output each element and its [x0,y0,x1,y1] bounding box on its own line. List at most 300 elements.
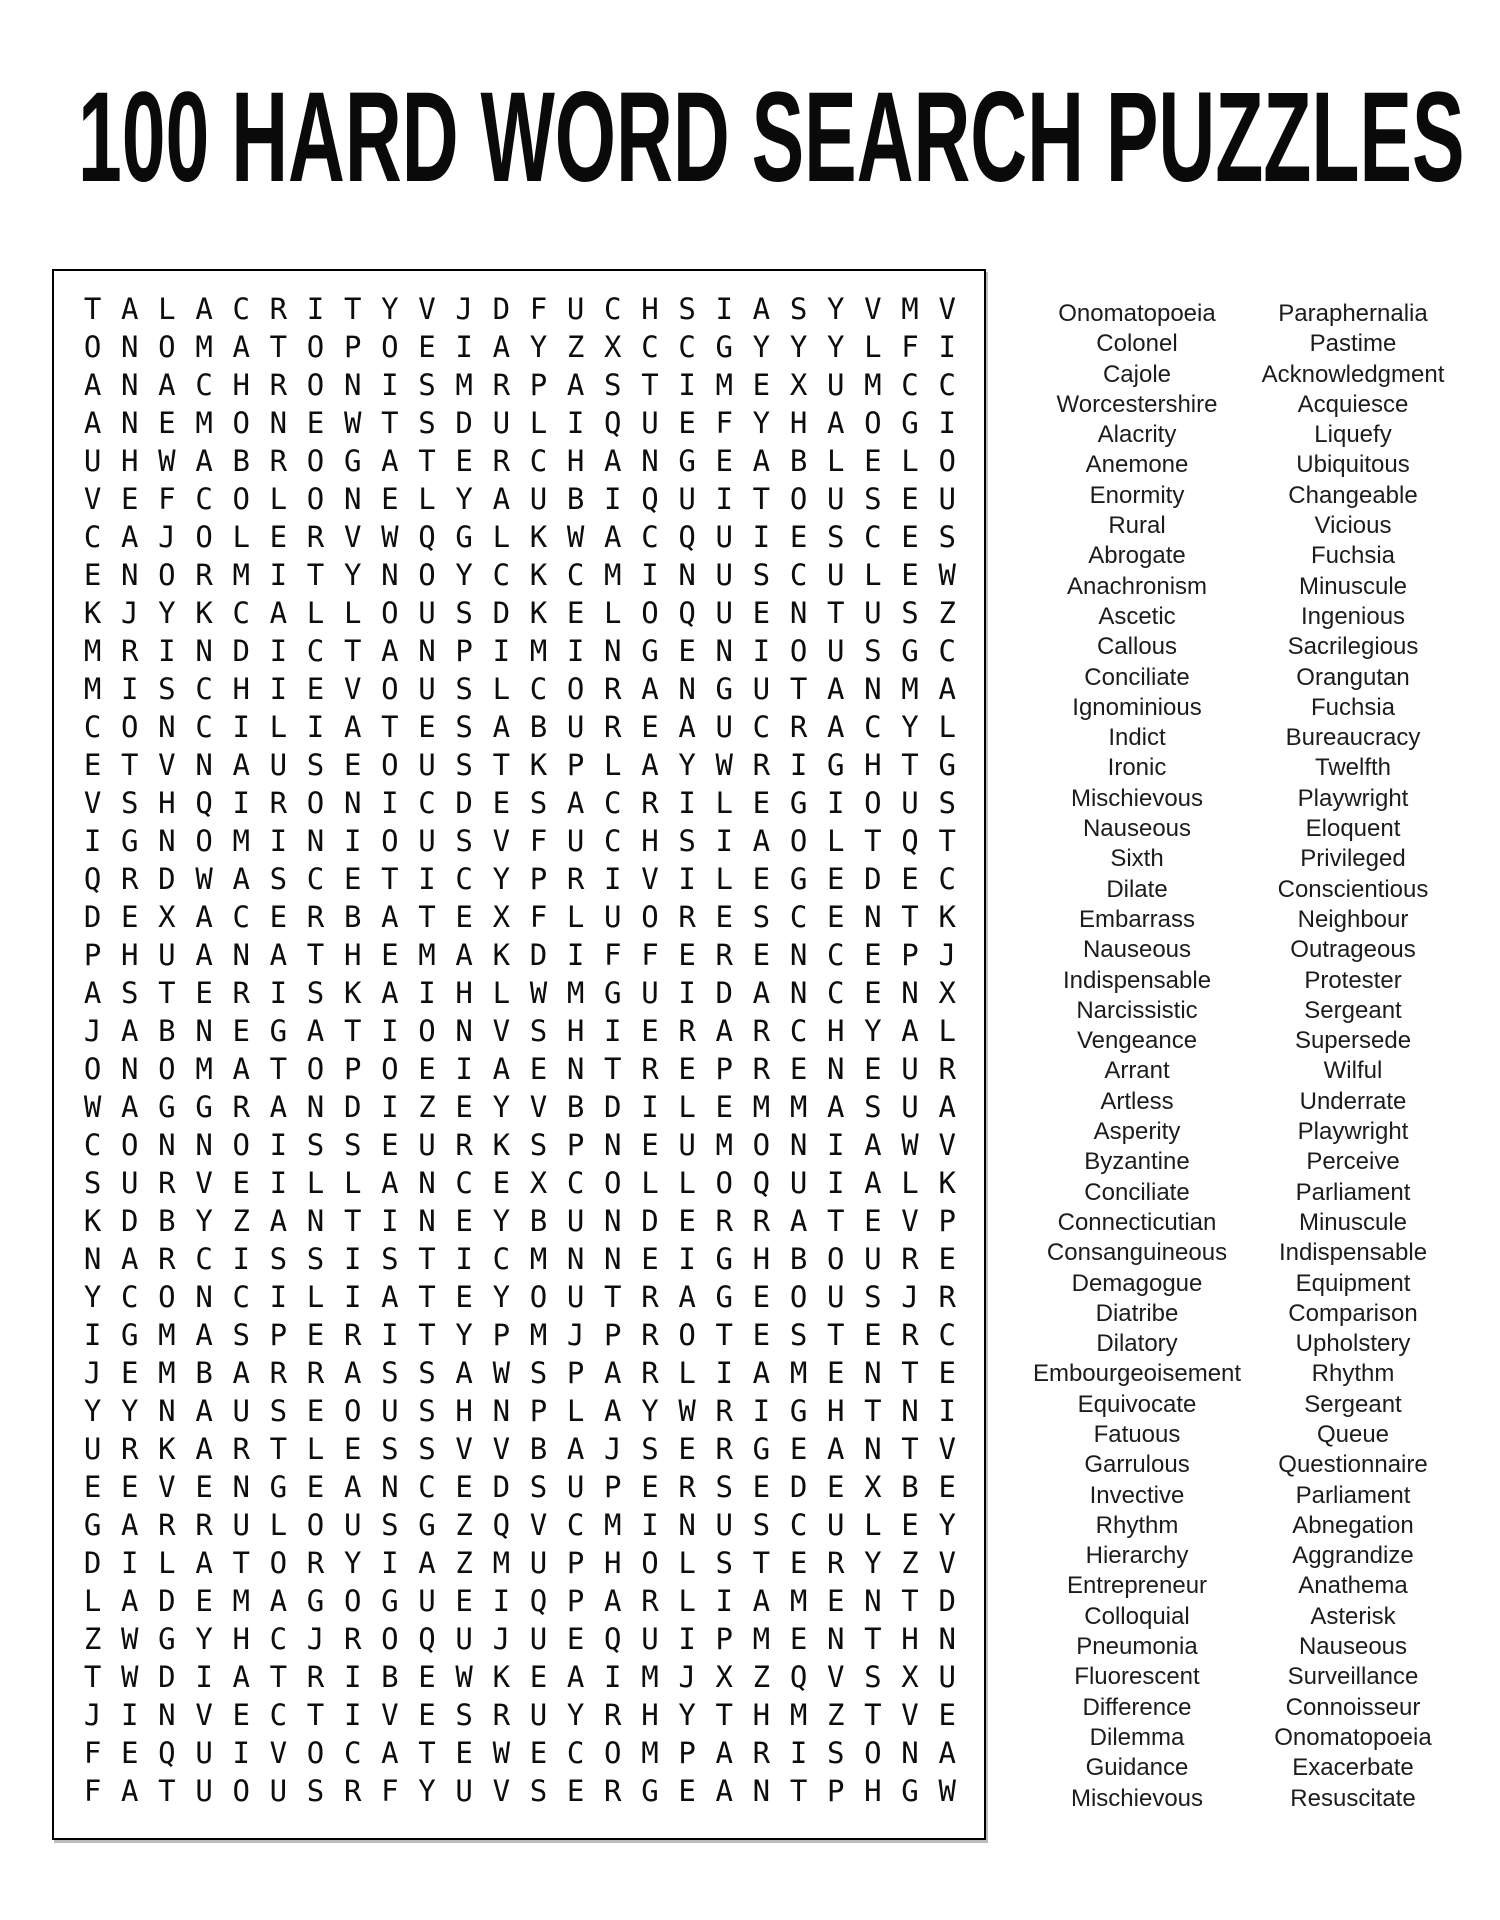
grid-letter: O [789,1280,808,1314]
grid-letter: O [381,1622,399,1656]
grid-letter: A [641,748,659,782]
grid-letter: T [343,1204,362,1238]
grid-letter: Z [455,1508,473,1542]
grid-letter: L [269,1508,288,1542]
grid-letter: A [121,292,139,326]
grid-letter: H [752,1698,771,1732]
grid-letter: E [641,1014,659,1048]
grid-letter: I [938,330,956,364]
grid-row [74,860,984,898]
grid-letter: D [158,1584,176,1618]
grid-letter: R [604,672,622,706]
grid-letter: J [121,596,139,630]
grid-letter: R [121,862,139,896]
grid-letter: K [529,748,548,782]
grid-letter: T [343,1014,362,1048]
grid-letter: N [864,672,882,706]
grid-letter: C [195,710,213,744]
grid-letter: N [343,482,362,516]
word-item: Colloquial [1084,1602,1190,1630]
grid-letter: A [752,976,771,1010]
grid-letter: C [566,1166,585,1200]
grid-letter: I [269,1128,288,1162]
grid-letter: I [826,786,845,820]
grid-letter: Z [418,1090,436,1124]
grid-letter: I [604,1660,622,1694]
grid-letter: T [418,444,436,478]
word-item: Anemone [1085,451,1189,479]
grid-letter: T [901,1356,919,1390]
grid-letter: O [232,406,250,440]
grid-letter: I [381,786,399,820]
grid-letter: G [306,1584,325,1618]
word-item: Onomatopoeia [1274,1723,1432,1751]
grid-letter: R [232,976,250,1010]
grid-letter: W [195,862,213,896]
grid-letter: R [121,1432,139,1466]
grid-letter: L [715,786,733,820]
grid-letter: U [566,292,585,326]
grid-letter: E [901,862,919,896]
grid-letter: I [715,292,733,326]
grid-letter: S [529,1356,548,1390]
word-item: Vicious [1314,512,1392,540]
grid-letter: N [789,1128,808,1162]
word-item: Playwright [1297,784,1409,812]
grid-letter: N [121,558,139,592]
grid-letter: S [418,406,436,440]
word-list-right [1222,299,1484,1814]
grid-letter: N [232,938,250,972]
grid-letter: I [269,634,288,668]
grid-letter: U [715,710,733,744]
grid-letter: I [418,862,436,896]
grid-row [74,746,984,784]
grid-letter: S [455,824,473,858]
grid-letter: E [752,938,771,972]
grid-letter: J [604,1432,622,1466]
grid-letter: O [232,1128,250,1162]
grid-letter: A [381,634,399,668]
grid-letter: Y [121,1394,139,1428]
grid-letter: S [678,292,696,326]
grid-letter: R [269,292,288,326]
grid-letter: E [715,900,733,934]
grid-letter: D [232,634,250,668]
grid-letter: C [604,292,622,326]
grid-letter: K [529,558,548,592]
grid-letter: S [529,1470,548,1504]
grid-letter: G [604,976,622,1010]
grid-letter: O [381,330,399,364]
grid-letter: U [641,976,659,1010]
grid-letter: R [715,938,733,972]
grid-letter: N [604,1128,622,1162]
grid-letter: C [306,634,325,668]
grid-letter: U [715,558,733,592]
grid-letter: D [492,1470,511,1504]
grid-letter: D [158,862,176,896]
word-item: Indispensable [1062,966,1212,994]
grid-letter: K [195,596,213,630]
grid-row [74,1468,984,1506]
grid-letter: I [343,1280,362,1314]
grid-letter: M [195,330,213,364]
grid-letter: Y [641,1394,659,1428]
grid-letter: T [121,748,139,782]
grid-letter: A [343,1356,362,1390]
grid-letter: U [678,1128,696,1162]
word-item: Nauseous [1298,1633,1408,1661]
grid-letter: R [343,1318,362,1352]
word-item: Anachronism [1066,572,1208,600]
grid-letter: V [269,1736,288,1770]
grid-letter: J [83,1014,102,1048]
grid-letter: R [641,1052,659,1086]
grid-letter: O [604,1166,622,1200]
grid-letter: E [678,1052,696,1086]
grid-letter: B [195,1356,213,1390]
grid-letter: T [343,292,362,326]
grid-letter: H [826,1394,845,1428]
grid-letter: S [232,1318,250,1352]
grid-letter: F [641,938,659,972]
grid-letter: I [269,824,288,858]
word-item: Ubiquitous [1296,451,1410,479]
grid-letter: A [864,1166,882,1200]
grid-letter: N [604,1242,622,1276]
grid-letter: R [158,1242,176,1276]
grid-row [74,1012,984,1050]
word-item: Liquefy [1314,421,1392,449]
grid-letter: N [789,976,808,1010]
grid-letter: V [826,1660,845,1694]
grid-letter: S [306,748,325,782]
grid-letter: R [306,1660,325,1694]
grid-letter: H [566,1014,585,1048]
grid-letter: H [232,368,250,402]
grid-letter: H [158,786,176,820]
grid-letter: E [901,558,919,592]
grid-letter: X [158,900,176,934]
grid-letter: N [418,1204,436,1238]
grid-letter: I [678,862,696,896]
grid-row [74,708,984,746]
word-item: Surveillance [1287,1663,1419,1691]
grid-row [74,974,984,1012]
grid-letter: C [678,330,696,364]
grid-letter: M [418,938,436,972]
grid-letter: C [604,786,622,820]
grid-letter: U [83,1432,102,1466]
grid-letter: N [901,1736,919,1770]
grid-letter: P [566,1356,585,1390]
grid-letter: A [195,900,213,934]
grid-letter: R [715,1204,733,1238]
grid-letter: B [529,1204,548,1238]
grid-letter: O [641,596,659,630]
grid-letter: U [418,596,436,630]
word-item: Queue [1316,1420,1390,1448]
grid-letter: S [938,786,956,820]
grid-letter: L [864,330,882,364]
grid-letter: U [232,1394,250,1428]
grid-letter: O [789,634,808,668]
grid-letter: E [418,1698,436,1732]
grid-letter: R [641,1356,659,1390]
grid-letter: O [306,368,325,402]
grid-letter: A [232,1356,250,1390]
grid-letter: R [195,1508,213,1542]
grid-letter: E [195,1584,213,1618]
grid-letter: S [715,1470,733,1504]
grid-letter: E [455,444,473,478]
grid-letter: O [306,482,325,516]
word-item: Aggrandize [1292,1542,1414,1570]
grid-letter: C [269,1698,288,1732]
grid-letter: O [121,710,139,744]
word-item: Asterisk [1310,1602,1396,1630]
grid-letter: I [789,1736,808,1770]
grid-letter: C [529,672,548,706]
grid-letter: G [381,1584,399,1618]
grid-letter: S [455,710,473,744]
grid-row [74,1088,984,1126]
grid-row [74,480,984,518]
grid-letter: Z [83,1622,102,1656]
grid-letter: A [826,406,845,440]
grid-letter: E [752,596,771,630]
grid-letter: C [455,1166,473,1200]
grid-letter: I [455,1052,473,1086]
grid-letter: H [864,748,882,782]
grid-letter: O [381,748,399,782]
grid-letter: R [938,1052,956,1086]
grid-letter: Z [566,330,585,364]
grid-letter: Q [195,786,213,820]
word-item: Alacrity [1097,421,1177,449]
grid-letter: F [901,330,919,364]
grid-letter: A [381,976,399,1010]
grid-letter: E [641,1470,659,1504]
grid-letter: X [789,368,808,402]
grid-letter: C [789,558,808,592]
grid-letter: L [232,520,250,554]
word-search-grid [52,269,986,1840]
grid-letter: I [269,1280,288,1314]
grid-letter: E [158,406,176,440]
grid-letter: R [901,1242,919,1276]
grid-letter: O [381,824,399,858]
grid-letter: E [566,596,585,630]
grid-letter: S [418,368,436,402]
grid-letter: A [566,786,585,820]
grid-letter: A [121,1090,139,1124]
grid-row [74,328,984,366]
grid-letter: I [455,330,473,364]
grid-letter: N [195,1280,213,1314]
grid-letter: V [195,1166,213,1200]
grid-letter: V [864,292,882,326]
word-item: Rhythm [1095,1511,1179,1539]
grid-letter: G [418,1508,436,1542]
word-item: Worcestershire [1056,390,1218,418]
grid-letter: E [455,1090,473,1124]
grid-letter: T [269,1052,288,1086]
grid-letter: J [83,1698,102,1732]
grid-letter: R [306,1356,325,1390]
grid-letter: L [492,520,511,554]
grid-letter: A [864,1128,882,1162]
grid-letter: T [864,1394,882,1428]
grid-letter: I [232,710,250,744]
grid-letter: A [232,1052,250,1086]
grid-letter: S [715,1546,733,1580]
grid-letter: V [381,1698,399,1732]
grid-letter: M [83,672,102,706]
grid-row [74,1696,984,1734]
grid-letter: T [306,558,325,592]
grid-letter: O [306,330,325,364]
grid-letter: U [715,1508,733,1542]
grid-letter: Z [826,1698,845,1732]
grid-letter: R [752,1014,771,1048]
grid-letter: E [306,1394,325,1428]
grid-letter: M [752,1090,771,1124]
grid-letter: I [306,710,325,744]
grid-letter: E [418,330,436,364]
grid-letter: D [158,1660,176,1694]
grid-letter: E [864,938,882,972]
grid-letter: A [269,938,288,972]
grid-letter: D [938,1584,956,1618]
grid-letter: I [641,1508,659,1542]
grid-letter: R [826,1546,845,1580]
grid-letter: Y [455,558,473,592]
grid-letter: X [901,1660,919,1694]
grid-letter: G [826,748,845,782]
grid-letter: D [83,1546,102,1580]
grid-letter: S [678,824,696,858]
grid-letter: T [826,1204,845,1238]
grid-letter: N [381,558,399,592]
grid-letter: O [306,1052,325,1086]
grid-letter: N [566,1242,585,1276]
grid-letter: I [826,1128,845,1162]
grid-letter: R [269,444,288,478]
grid-letter: E [789,1052,808,1086]
grid-letter: I [938,406,956,440]
word-item: Fuchsia [1310,542,1396,570]
grid-letter: G [269,1470,288,1504]
grid-letter: M [789,1584,808,1618]
grid-letter: E [864,444,882,478]
grid-letter: M [901,672,919,706]
grid-letter: I [752,520,771,554]
grid-letter: M [158,1318,176,1352]
grid-letter: O [641,1546,659,1580]
grid-letter: L [492,976,511,1010]
grid-row [74,1202,984,1240]
grid-letter: A [195,1546,213,1580]
grid-letter: L [158,1546,176,1580]
grid-letter: I [381,1014,399,1048]
grid-letter: E [826,1584,845,1618]
grid-row [74,518,984,556]
grid-letter: J [901,1280,919,1314]
grid-letter: R [343,1622,362,1656]
grid-letter: C [938,368,956,402]
grid-letter: P [492,1318,511,1352]
word-item: Anathema [1298,1572,1408,1600]
grid-letter: E [826,1470,845,1504]
grid-letter: E [529,1660,548,1694]
grid-letter: I [121,1546,139,1580]
grid-letter: H [455,976,473,1010]
grid-letter: N [195,1014,213,1048]
grid-letter: L [678,1090,696,1124]
grid-letter: C [195,1242,213,1276]
grid-letter: J [158,520,176,554]
grid-letter: U [604,900,622,934]
grid-letter: L [306,1432,325,1466]
grid-letter: U [418,672,436,706]
grid-letter: P [566,748,585,782]
grid-letter: L [678,1584,696,1618]
grid-letter: A [752,1584,771,1618]
grid-letter: N [269,406,288,440]
grid-letter: L [826,444,845,478]
grid-letter: S [455,1698,473,1732]
grid-letter: E [306,1470,325,1504]
grid-letter: J [306,1622,325,1656]
grid-letter: R [752,748,771,782]
grid-letter: N [121,368,139,402]
grid-letter: U [715,520,733,554]
grid-letter: I [381,1318,399,1352]
grid-letter: T [715,1318,733,1352]
grid-letter: I [715,1356,733,1390]
word-item: Embarrass [1078,905,1196,933]
grid-letter: N [158,824,176,858]
grid-letter: N [455,1014,473,1048]
grid-letter: E [418,1052,436,1086]
grid-letter: H [604,1546,622,1580]
grid-letter: K [529,520,548,554]
grid-letter: N [158,1698,176,1732]
grid-letter: E [121,482,139,516]
grid-letter: S [158,672,176,706]
grid-letter: I [715,1584,733,1618]
grid-letter: M [604,1508,622,1542]
grid-letter: O [232,482,250,516]
grid-letter: K [83,1204,102,1238]
grid-letter: G [121,1318,139,1352]
grid-letter: M [604,558,622,592]
word-item: Abrogate [1088,542,1186,570]
grid-letter: R [306,900,325,934]
grid-letter: U [83,444,102,478]
grid-letter: R [269,1356,288,1390]
grid-letter: E [121,900,139,934]
grid-letter: Q [604,406,622,440]
grid-row [74,1316,984,1354]
grid-letter: I [826,1166,845,1200]
grid-letter: E [938,1698,956,1732]
grid-letter: J [566,1318,585,1352]
grid-letter: E [306,1318,325,1352]
grid-letter: N [604,634,622,668]
